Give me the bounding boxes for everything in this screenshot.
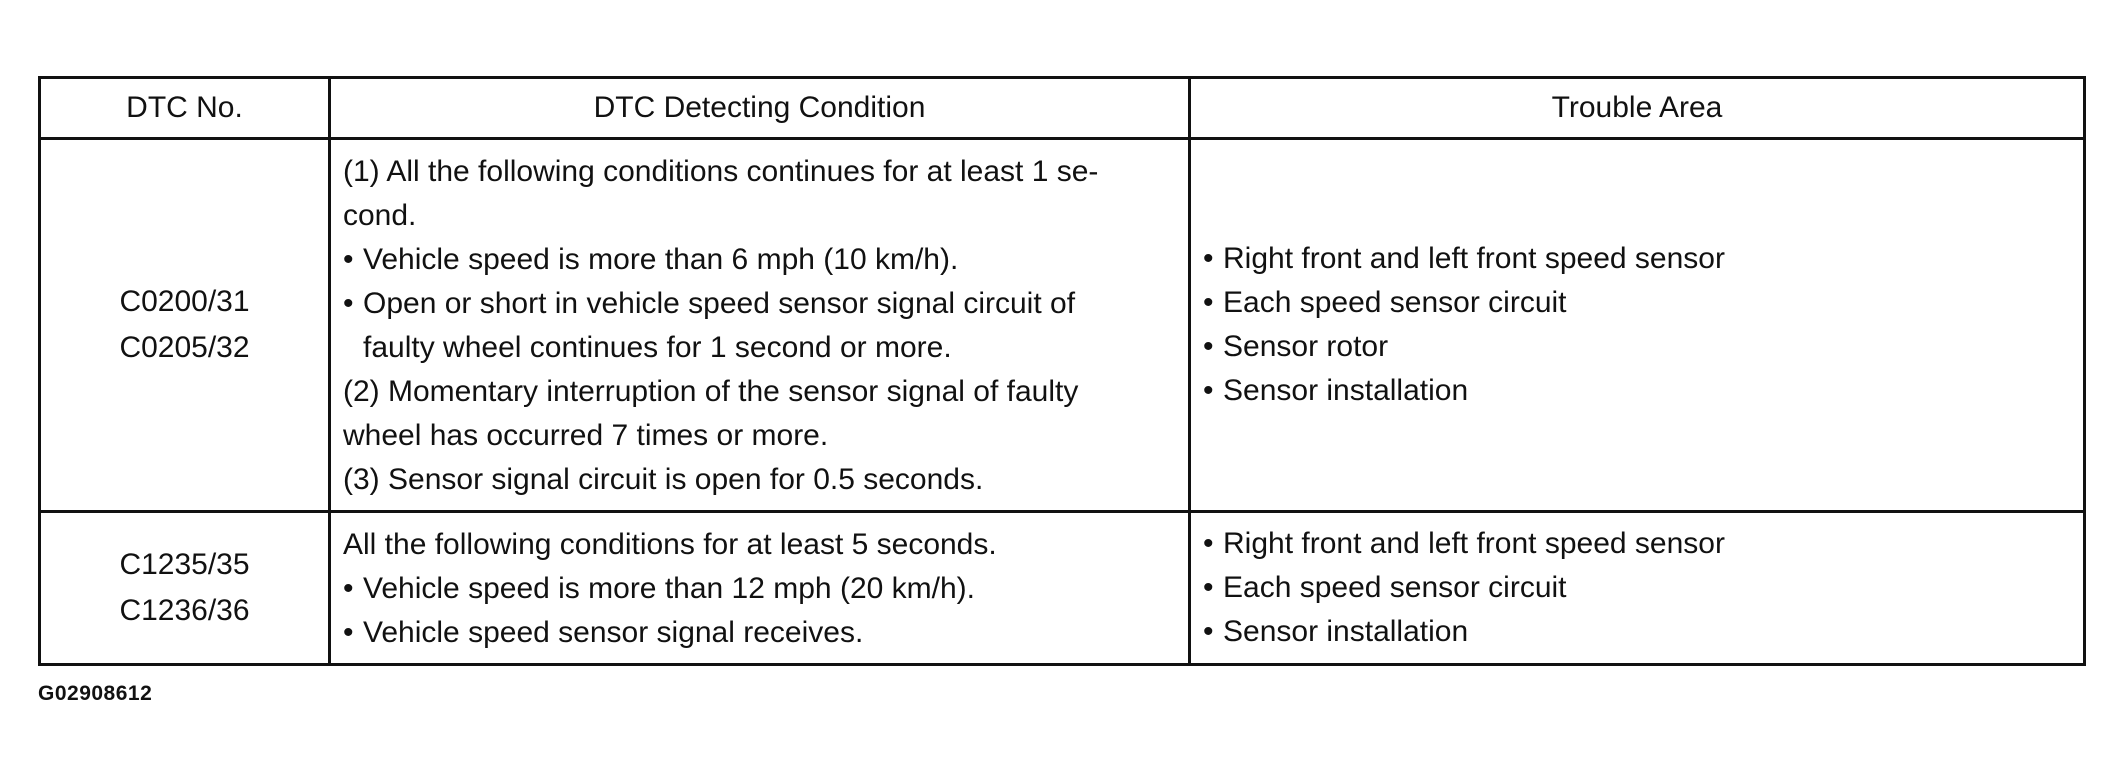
condition-bullet bbox=[343, 282, 1178, 326]
trouble-area-cell bbox=[1190, 139, 2085, 512]
condition-cell bbox=[330, 139, 1190, 512]
figure-id: G02908612 bbox=[38, 682, 153, 705]
trouble-area-text: Right front and left front speed sensor bbox=[1223, 242, 1725, 275]
bullet-icon: • bbox=[1203, 571, 1214, 604]
condition-continuation: faulty wheel continues for 1 second or more. bbox=[363, 331, 952, 364]
condition-bullet bbox=[343, 611, 1178, 655]
condition-line: cond. bbox=[343, 199, 417, 232]
bullet-icon: • bbox=[1203, 374, 1214, 407]
condition-bullet-text: Vehicle speed sensor signal receives. bbox=[363, 616, 864, 649]
condition-bullet-text: Vehicle speed is more than 12 mph (20 km/h). bbox=[363, 572, 975, 605]
header-detecting-condition: DTC Detecting Condition bbox=[330, 78, 1190, 139]
trouble-area-text: Each speed sensor circuit bbox=[1223, 571, 1567, 604]
dtc-code-cell bbox=[40, 139, 330, 512]
condition-cell bbox=[330, 512, 1190, 665]
header-trouble-area: Trouble Area bbox=[1190, 78, 2085, 139]
trouble-area-text: Right front and left front speed sensor bbox=[1223, 527, 1725, 560]
trouble-area-text: Sensor rotor bbox=[1223, 330, 1389, 363]
trouble-area-item bbox=[1203, 369, 2073, 413]
condition-line: (3) Sensor signal circuit is open for 0.5 seconds. bbox=[343, 463, 984, 496]
condition-bullet-text: Vehicle speed is more than 6 mph (10 km/h). bbox=[363, 243, 959, 276]
condition-line: wheel has occurred 7 times or more. bbox=[343, 419, 829, 452]
trouble-area-item bbox=[1203, 281, 2073, 325]
condition-bullet bbox=[343, 567, 1178, 611]
dtc-code-cell bbox=[40, 512, 330, 665]
trouble-area-cell bbox=[1190, 512, 2085, 665]
bullet-icon: • bbox=[343, 616, 354, 649]
trouble-area-item bbox=[1203, 325, 2073, 369]
condition-line: (1) All the following conditions continues for at least 1 se- bbox=[343, 155, 1099, 188]
bullet-icon: • bbox=[343, 572, 354, 605]
condition-bullet bbox=[343, 238, 1178, 282]
condition-bullet-text: Open or short in vehicle speed sensor signal circuit of bbox=[363, 287, 1076, 320]
condition-line: All the following conditions for at least 5 seconds. bbox=[343, 528, 997, 561]
dtc-code: C0200/31 bbox=[119, 285, 250, 318]
trouble-area-item bbox=[1203, 237, 2073, 281]
bullet-icon: • bbox=[1203, 615, 1214, 648]
bullet-icon: • bbox=[343, 243, 354, 276]
trouble-area-item bbox=[1203, 566, 2073, 610]
table-header-row bbox=[40, 78, 2085, 139]
condition-line: (2) Momentary interruption of the sensor signal of faulty bbox=[343, 375, 1079, 408]
bullet-icon: • bbox=[1203, 242, 1214, 275]
dtc-code: C1236/36 bbox=[119, 594, 250, 627]
table-row bbox=[40, 512, 2085, 665]
dtc-table bbox=[38, 76, 2086, 666]
trouble-area-text: Each speed sensor circuit bbox=[1223, 286, 1567, 319]
header-dtc-no: DTC No. bbox=[40, 78, 330, 139]
table-row bbox=[40, 139, 2085, 512]
trouble-area-text: Sensor installation bbox=[1223, 374, 1469, 407]
bullet-icon: • bbox=[343, 287, 354, 320]
trouble-area-item bbox=[1203, 610, 2073, 654]
bullet-icon: • bbox=[1203, 527, 1214, 560]
bullet-icon: • bbox=[1203, 286, 1214, 319]
trouble-area-text: Sensor installation bbox=[1223, 615, 1469, 648]
dtc-code: C1235/35 bbox=[119, 548, 250, 581]
bullet-icon: • bbox=[1203, 330, 1214, 363]
dtc-code: C0205/32 bbox=[119, 331, 250, 364]
trouble-area-item bbox=[1203, 522, 2073, 566]
